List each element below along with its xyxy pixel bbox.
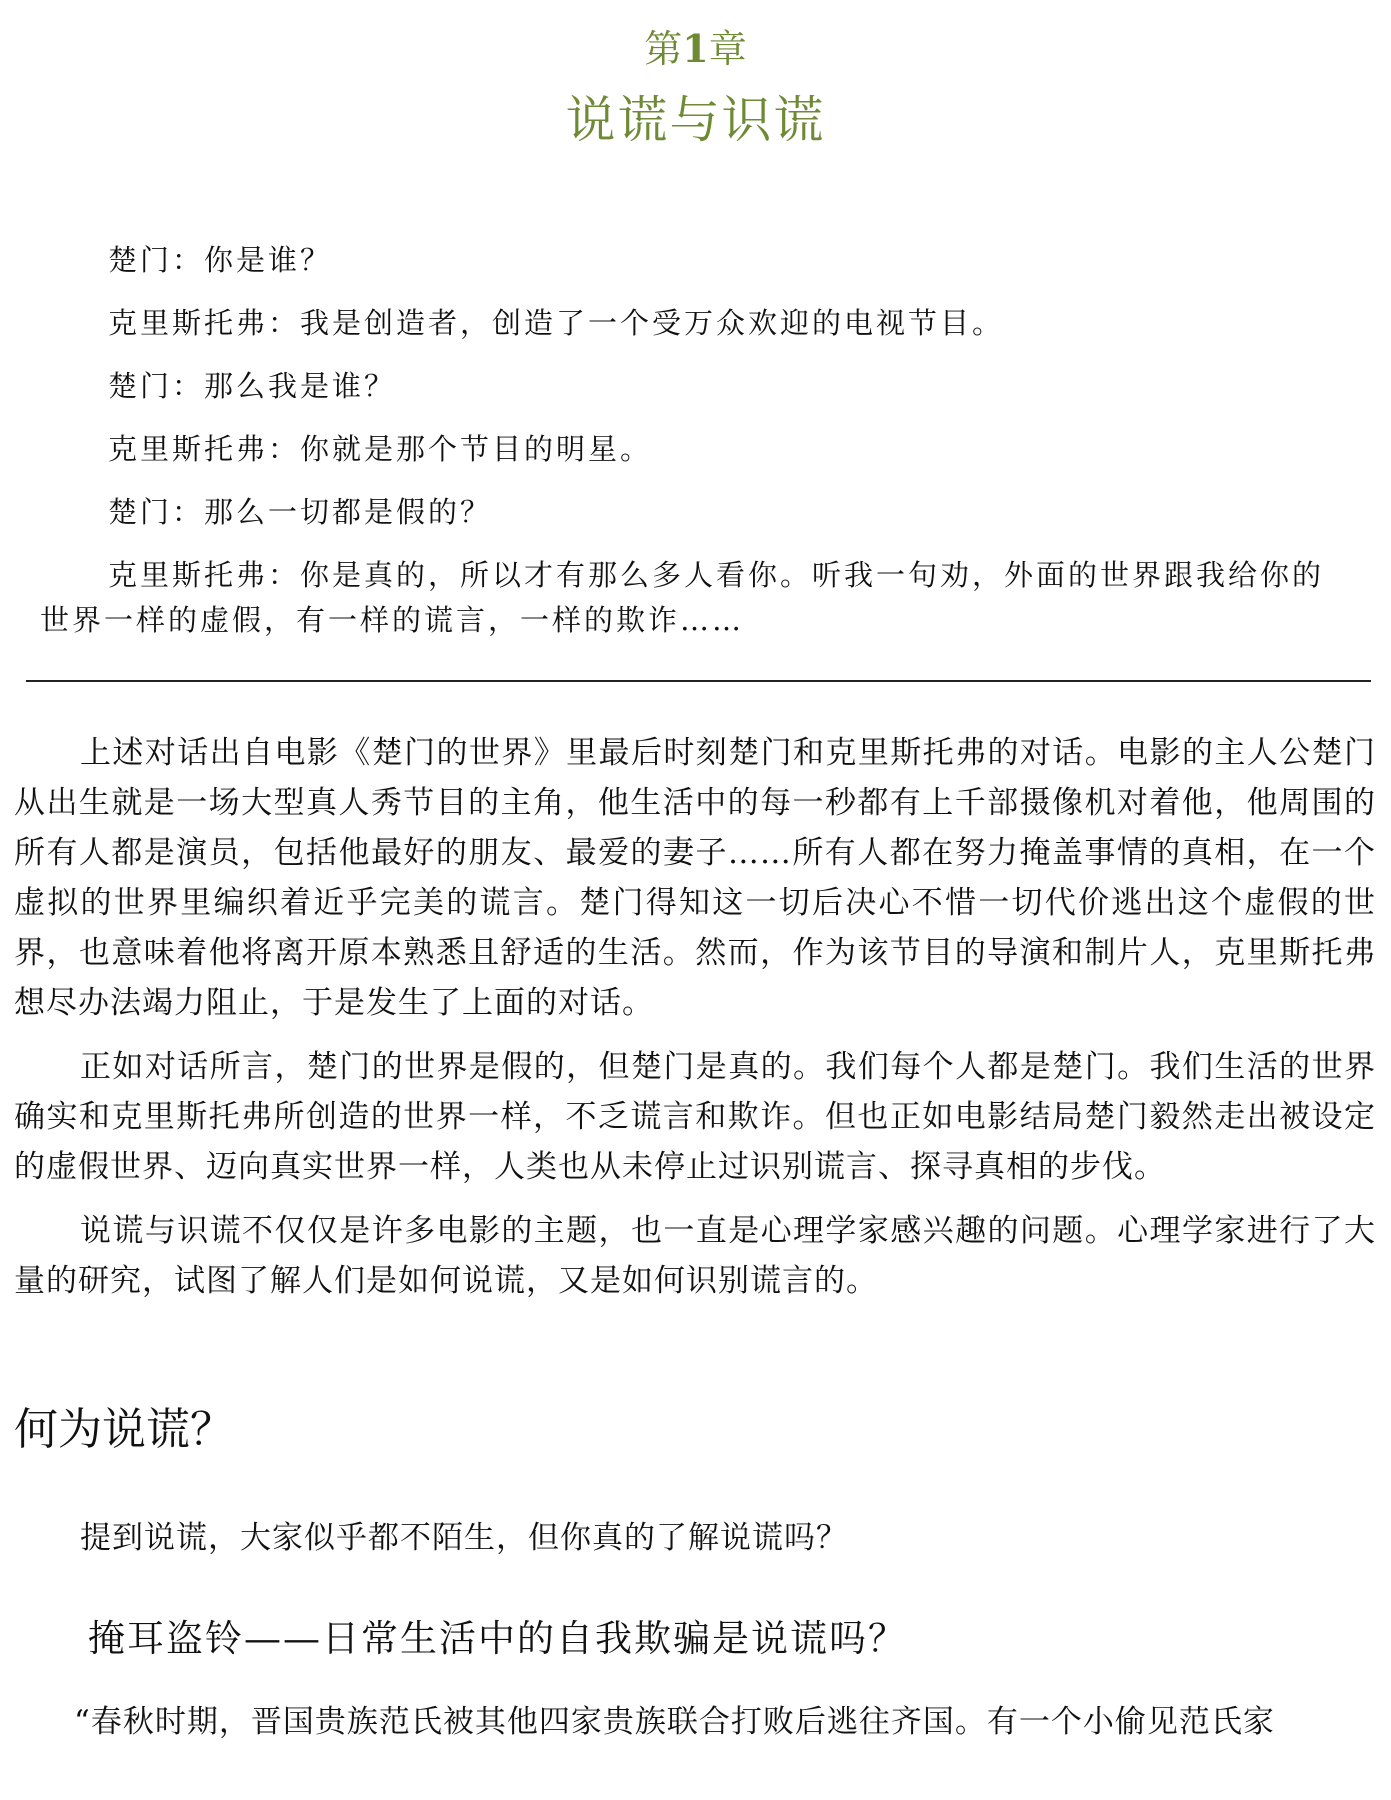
section-lead: 提到说谎，大家似乎都不陌生，但你真的了解说谎吗？ xyxy=(80,1520,848,1556)
dialogue-line: 楚门：你是谁？ xyxy=(108,243,333,277)
dialogue-line: 楚门：那么一切都是假的？ xyxy=(108,495,493,529)
quote-paragraph: “春秋时期，晋国贵族范氏被其他四家贵族联合打败后逃往齐国。有一个小偷见范氏家 xyxy=(74,1704,1275,1740)
chapter-number-digit: 1 xyxy=(682,26,709,71)
dialogue-line: 克里斯托弗：你是真的，所以才有那么多人看你。听我一句劝，外面的世界跟我给你的世界一样的虚假，有一样的谎言，一样的欺诈…… xyxy=(40,558,1325,637)
section-subheading: 掩耳盗铃——日常生活中的自我欺骗是说谎吗？ xyxy=(88,1617,907,1660)
body-paragraph: 上述对话出自电影《楚门的世界》里最后时刻楚门和克里斯托弗的对话。电影的主人公楚门从出生就是一场大型真人秀节目的主角，他生活中的每一秒都有上千部摄像机对着他，他周围的所有人都是演员，包括他最好的朋友、最爱的妻子……所有人都在努力掩盖事情的真相，在一个虚拟的世界里编织着近乎完美的谎言。楚门得知这一切后决心不惜一切代价逃出这个虚假的世界，也意味着他将离开原本熟悉且舒适的生活。然而，作为该节目的导演和制片人，克里斯托弗想尽办法竭力阻止，于是发生了上面的对话。 xyxy=(14,735,1376,1021)
chapter-title: 说谎与识谎 xyxy=(565,91,826,149)
body-paragraph: 说谎与识谎不仅仅是许多电影的主题，也一直是心理学家感兴趣的问题。心理学家进行了大量的研究，试图了解人们是如何说谎，又是如何识别谎言的。 xyxy=(14,1213,1376,1299)
opening-dialogue xyxy=(40,238,1340,643)
section-divider xyxy=(26,680,1371,682)
dialogue-line: 楚门：那么我是谁？ xyxy=(108,369,397,403)
body-paragraph: 正如对话所言，楚门的世界是假的，但楚门是真的。我们每个人都是楚门。我们生活的世界确实和克里斯托弗所创造的世界一样，不乏谎言和欺诈。但也正如电影结局楚门毅然走出被设定的虚假世界、迈向真实世界一样，人类也从未停止过识别谎言、探寻真相的步伐。 xyxy=(14,1049,1376,1185)
chapter-number-suffix: 章 xyxy=(708,27,747,71)
dialogue-line: 克里斯托弗：我是创造者，创造了一个受万众欢迎的电视节目。 xyxy=(108,306,1005,340)
chapter-number-prefix: 第 xyxy=(644,27,683,71)
dialogue-line: 克里斯托弗：你就是那个节目的明星。 xyxy=(108,432,653,466)
chapter-number xyxy=(0,18,1391,73)
body-text xyxy=(14,728,1376,1320)
section-heading: 何为说谎？ xyxy=(14,1404,234,1455)
